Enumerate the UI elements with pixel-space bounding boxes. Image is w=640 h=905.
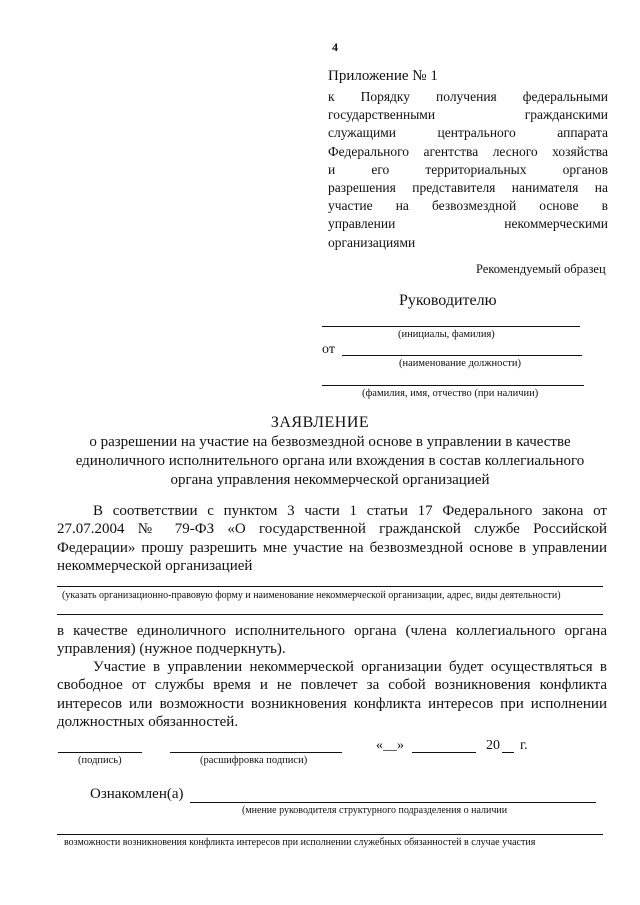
statement-title: ЗАЯВЛЕНИЕ [270,414,370,431]
appendix-line: Федерального агентства лесного хозяйства [328,143,608,159]
initials-line [322,326,580,327]
appendix-line: управлении некоммерческими [328,216,608,232]
statement-paragraph-3: Участие в управлении некоммерческой организации будет осуществляться в свободное от службы время и не повлечет за собой возникновения конфликта интересов или возможности возникновения конфликта интересов при исполнении должностных обязанностей. [57,659,607,731]
position-caption: (наименование должности) [399,358,522,369]
appendix-title: Приложение № 1 [328,68,438,84]
org-caption: (указать организационно-правовую форму и наименование некоммерческой организации, адрес, виды деятельности) [62,590,561,601]
position-line [342,355,582,356]
date-month-line [412,752,476,753]
statement-subtitle: о разрешении на участие на безвозмездной основе в управлении в качестве единоличного исполнительного органа или вхождения в состав коллегиального органа управления некоммерческой организацией [75,434,585,488]
appendix-line: к Порядку получения федеральными [328,89,608,104]
sample-label: Рекомендуемый образец [476,262,606,276]
date-day: «__» [376,738,404,753]
signature-caption: (подпись) [78,755,122,766]
statement-paragraph-2: в качестве единоличного исполнительного органа (члена коллегиального органа управления) (нужное подчеркнуть). [57,623,607,658]
decoding-caption: (расшифровка подписи) [200,755,308,766]
date-year-prefix: 20 [486,738,500,753]
date-year-line [502,752,514,753]
appendix-line: служащими центрального аппарата [328,125,608,141]
acknowledged-label: Ознакомлен(а) [90,786,184,802]
appendix-line: и его территориальных органов [328,161,608,177]
acknowledged-caption-1: (мнение руководителя структурного подразделения о наличии [242,805,508,816]
appendix-line: организациями [328,234,416,250]
addressee-title: Руководителю [399,292,497,309]
fullname-caption: (фамилия, имя, отчество (при наличии) [362,388,539,399]
appendix-line: разрешения представителя нанимателя на [328,179,608,195]
org-line-2 [57,614,603,615]
initials-caption: (инициалы, фамилия) [398,329,495,340]
appendix-text [328,88,608,252]
signature-line [58,752,142,753]
date-year-suffix: г. [520,738,528,753]
acknowledged-caption-2: возможности возникновения конфликта интересов при исполнении служебных обязанностей в случае участия [64,837,536,848]
org-line [57,586,603,587]
appendix-line: участие на безвозмездной основе в [328,198,608,214]
appendix-line: государственными гражданскими [328,107,608,123]
acknowledged-line [190,802,596,803]
fullname-line [322,385,584,386]
page-number: 4 [332,40,338,54]
decoding-line [170,752,342,753]
statement-paragraph-1: В соответствии с пунктом 3 части 1 статьи 17 Федерального закона от 27.07.2004 № 79-ФЗ «О государственной гражданской службе Российской Федерации» прошу разрешить мне участие на безвозмездной основе в управлении некоммерческой организацией [57,503,607,575]
from-label: от [322,342,335,357]
acknowledged-line-2 [57,834,603,835]
